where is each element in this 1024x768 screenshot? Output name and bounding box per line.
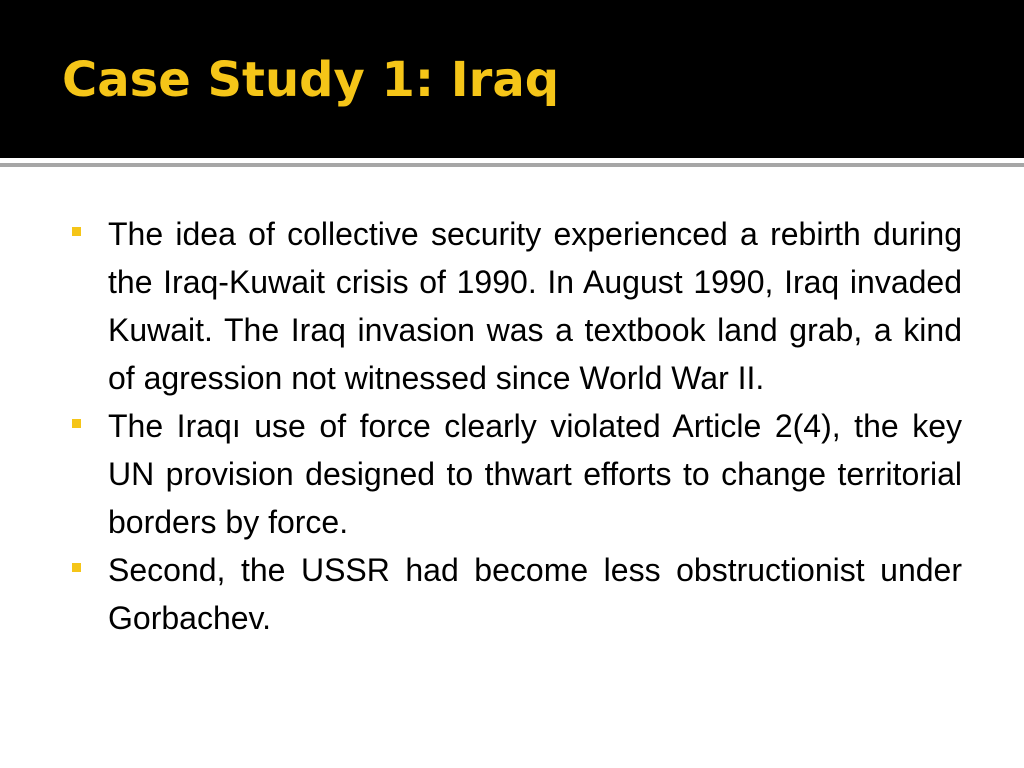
title-bar xyxy=(0,0,1024,158)
bullet-item-1 xyxy=(0,210,1024,402)
bullet-item-2 xyxy=(0,402,1024,546)
square-bullet-icon xyxy=(72,419,81,428)
square-bullet-icon xyxy=(72,227,81,236)
bullet-list xyxy=(0,210,1024,642)
slide-title: Case Study 1: Iraq xyxy=(62,52,560,108)
bullet-text: The idea of collective security experienced a rebirth during the Iraq-Kuwait crisis of 1990. In August 1990, Iraq invaded Kuwait. The Iraq invasion was a textbook land grab, a kind of agression not witnessed since World War II. xyxy=(108,216,962,396)
square-bullet-icon xyxy=(72,563,81,572)
bullet-text: The Iraqı use of force clearly violated Article 2(4), the key UN provision designed to thwart efforts to change territorial borders by force. xyxy=(108,408,962,540)
bullet-text: Second, the USSR had become less obstructionist under Gorbachev. xyxy=(108,552,962,636)
title-divider-gray xyxy=(0,163,1024,167)
bullet-item-3 xyxy=(0,546,1024,642)
slide-content xyxy=(0,210,1024,642)
